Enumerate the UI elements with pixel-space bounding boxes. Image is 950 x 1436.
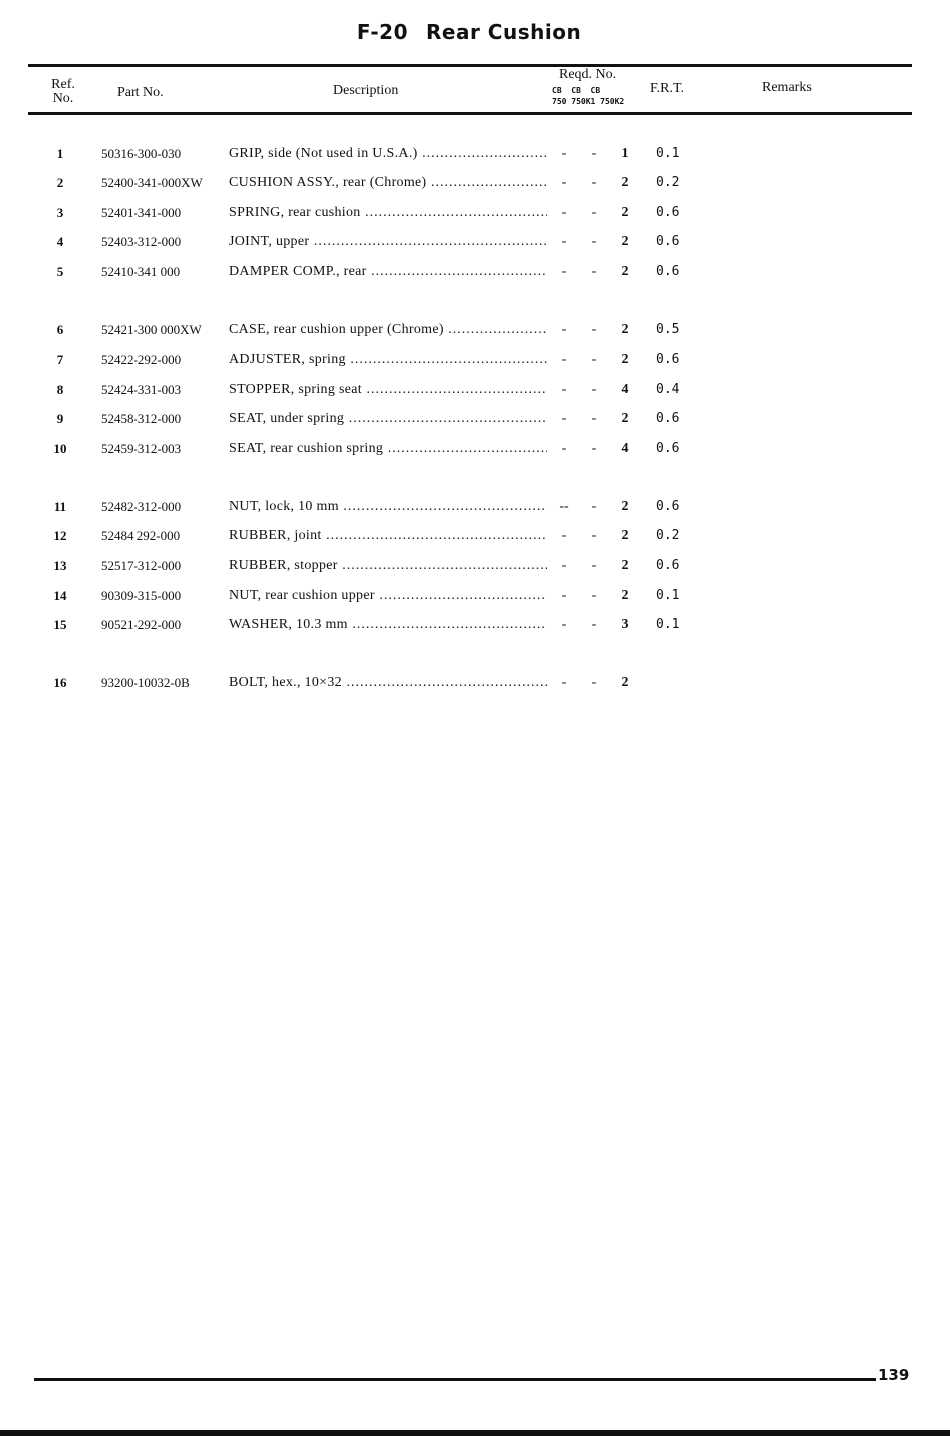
frt-value: 0.5 [656, 322, 680, 337]
table-row [0, 499, 950, 519]
table-row [0, 675, 950, 695]
qty-cb750k2: 4 [621, 382, 629, 397]
ref-no: 13 [53, 558, 67, 573]
header-ref-no: Ref. No. [51, 77, 75, 106]
frt-value: 0.1 [656, 588, 680, 603]
footer-rule [34, 1378, 876, 1381]
qty-cb750k1: - [591, 411, 597, 426]
frt-value: 0.6 [656, 499, 680, 514]
qty-cb750k1: - [591, 234, 597, 249]
table-row [0, 352, 950, 372]
table-row [0, 234, 950, 254]
ref-no: 10 [53, 441, 67, 456]
table-row [0, 264, 950, 284]
header-top-rule [28, 64, 912, 67]
description: JOINT, upper ..... [229, 234, 547, 250]
description: CUSHION ASSY., rear (Chrome) ..... [229, 175, 547, 191]
qty-cb750: - [561, 588, 567, 603]
qty-cb750k2: 2 [621, 675, 629, 690]
qty-cb750k1: - [591, 675, 597, 690]
description: NUT, lock, 10 mm ..... [229, 499, 547, 515]
qty-cb750k2: 1 [621, 146, 629, 161]
qty-cb750: - [561, 528, 567, 543]
qty-cb750k2: 2 [621, 588, 629, 603]
description: DAMPER COMP., rear ..... [229, 264, 547, 280]
description: ADJUSTER, spring ..... [229, 352, 547, 368]
qty-cb750: - [561, 322, 567, 337]
qty-cb750k1: - [591, 146, 597, 161]
frt-value: 0.6 [656, 264, 680, 279]
table-row [0, 617, 950, 637]
part-no: 90309-315-000 [101, 588, 182, 603]
header-bottom-rule [28, 112, 912, 115]
header-models-bottom: 750 750K1 750K2 [552, 97, 625, 106]
table-row [0, 322, 950, 342]
frt-value: 0.6 [656, 352, 680, 367]
ref-no: 4 [56, 234, 64, 249]
description: SEAT, under spring ..... [229, 411, 547, 427]
qty-cb750k1: - [591, 558, 597, 573]
part-no: 52458-312-000 [101, 411, 182, 426]
frt-value: 0.6 [656, 205, 680, 220]
qty-cb750k1: - [591, 617, 597, 632]
qty-cb750k2: 2 [621, 175, 629, 190]
qty-cb750k1: - [591, 205, 597, 220]
description: CASE, rear cushion upper (Chrome) ..... [229, 322, 547, 338]
header-part-no: Part No. [117, 85, 164, 100]
qty-cb750k1: - [591, 322, 597, 337]
qty-cb750k2: 2 [621, 411, 629, 426]
description: GRIP, side (Not used in U.S.A.) ..... [229, 146, 547, 162]
frt-value: 0.6 [656, 411, 680, 426]
part-no: 52400-341-000XW [101, 175, 203, 190]
ref-no: 5 [56, 264, 64, 279]
table-row [0, 382, 950, 402]
frt-value: 0.6 [656, 558, 680, 573]
qty-cb750k2: 2 [621, 352, 629, 367]
frt-value: 0.4 [656, 382, 680, 397]
ref-no: 16 [53, 675, 67, 690]
qty-cb750k2: 4 [621, 441, 629, 456]
qty-cb750k2: 2 [621, 234, 629, 249]
header-description: Description [333, 83, 399, 98]
table-row [0, 175, 950, 195]
frt-value: 0.6 [656, 234, 680, 249]
part-no: 52410-341 000 [101, 264, 181, 279]
part-no: 52517-312-000 [101, 558, 182, 573]
ref-no: 12 [53, 528, 67, 543]
ref-no: 8 [56, 382, 64, 397]
description: WASHER, 10.3 mm ..... [229, 617, 547, 633]
qty-cb750: - [561, 352, 567, 367]
ref-no: 14 [53, 588, 67, 603]
part-no: 50316-300-030 [101, 146, 182, 161]
qty-cb750k1: - [591, 441, 597, 456]
description: RUBBER, stopper ..... [229, 558, 547, 574]
qty-cb750: - [561, 264, 567, 279]
ref-no: 7 [56, 352, 64, 367]
qty-cb750: - [561, 234, 567, 249]
part-no: 52422-292-000 [101, 352, 182, 367]
qty-cb750k1: - [591, 588, 597, 603]
description: SEAT, rear cushion spring ..... [229, 441, 547, 457]
part-no: 52484 292-000 [101, 528, 181, 543]
qty-cb750k2: 2 [621, 205, 629, 220]
qty-cb750k2: 2 [621, 499, 629, 514]
qty-cb750k1: - [591, 382, 597, 397]
description: STOPPER, spring seat ..... [229, 382, 547, 398]
qty-cb750: -- [559, 499, 569, 514]
frt-value: 0.2 [656, 175, 680, 190]
header-models-top: CB CB CB [552, 86, 601, 95]
table-row [0, 528, 950, 548]
table-row [0, 411, 950, 431]
description: BOLT, hex., 10×32 ..... [229, 675, 547, 691]
qty-cb750k2: 2 [621, 528, 629, 543]
ref-no: 2 [56, 175, 64, 190]
qty-cb750k2: 2 [621, 322, 629, 337]
qty-cb750k1: - [591, 352, 597, 367]
qty-cb750: - [561, 441, 567, 456]
part-no: 52421-300 000XW [101, 322, 202, 337]
qty-cb750k1: - [591, 175, 597, 190]
section-code: F-20 [356, 20, 408, 44]
part-no: 90521-292-000 [101, 617, 182, 632]
table-row [0, 588, 950, 608]
table-row [0, 441, 950, 461]
part-no: 93200-10032-0B [101, 675, 190, 690]
header-frt: F.R.T. [650, 81, 685, 96]
header-reqd-no: Reqd. No. [559, 67, 617, 82]
qty-cb750k2: 3 [621, 617, 629, 632]
qty-cb750: - [561, 558, 567, 573]
qty-cb750: - [561, 146, 567, 161]
table-row [0, 205, 950, 225]
ref-no: 6 [56, 322, 64, 337]
part-no: 52401-341-000 [101, 205, 182, 220]
description: NUT, rear cushion upper ..... [229, 588, 547, 604]
table-row [0, 558, 950, 578]
table-row [0, 146, 950, 166]
qty-cb750k1: - [591, 528, 597, 543]
qty-cb750: - [561, 617, 567, 632]
ref-no: 1 [56, 146, 64, 161]
part-no: 52424-331-003 [101, 382, 182, 397]
section-name: Rear Cushion [426, 20, 582, 44]
header-remarks: Remarks [762, 80, 812, 95]
ref-no: 3 [56, 205, 64, 220]
ref-no: 15 [53, 617, 67, 632]
ref-no: 11 [53, 499, 67, 514]
qty-cb750: - [561, 675, 567, 690]
frt-value: 0.2 [656, 528, 680, 543]
page-title [0, 20, 938, 44]
part-no: 52459-312-003 [101, 441, 182, 456]
page-number: 139 [878, 1366, 910, 1384]
qty-cb750k1: - [591, 499, 597, 514]
frt-value: 0.1 [656, 617, 680, 632]
part-no: 52403-312-000 [101, 234, 182, 249]
qty-cb750k1: - [591, 264, 597, 279]
scan-edge-bar [0, 1430, 950, 1436]
qty-cb750: - [561, 411, 567, 426]
qty-cb750k2: 2 [621, 264, 629, 279]
qty-cb750: - [561, 175, 567, 190]
frt-value: 0.6 [656, 441, 680, 456]
description: RUBBER, joint ..... [229, 528, 547, 544]
ref-no: 9 [56, 411, 64, 426]
qty-cb750k2: 2 [621, 558, 629, 573]
description: SPRING, rear cushion ..... [229, 205, 547, 221]
qty-cb750: - [561, 205, 567, 220]
qty-cb750: - [561, 382, 567, 397]
frt-value: 0.1 [656, 146, 680, 161]
part-no: 52482-312-000 [101, 499, 182, 514]
